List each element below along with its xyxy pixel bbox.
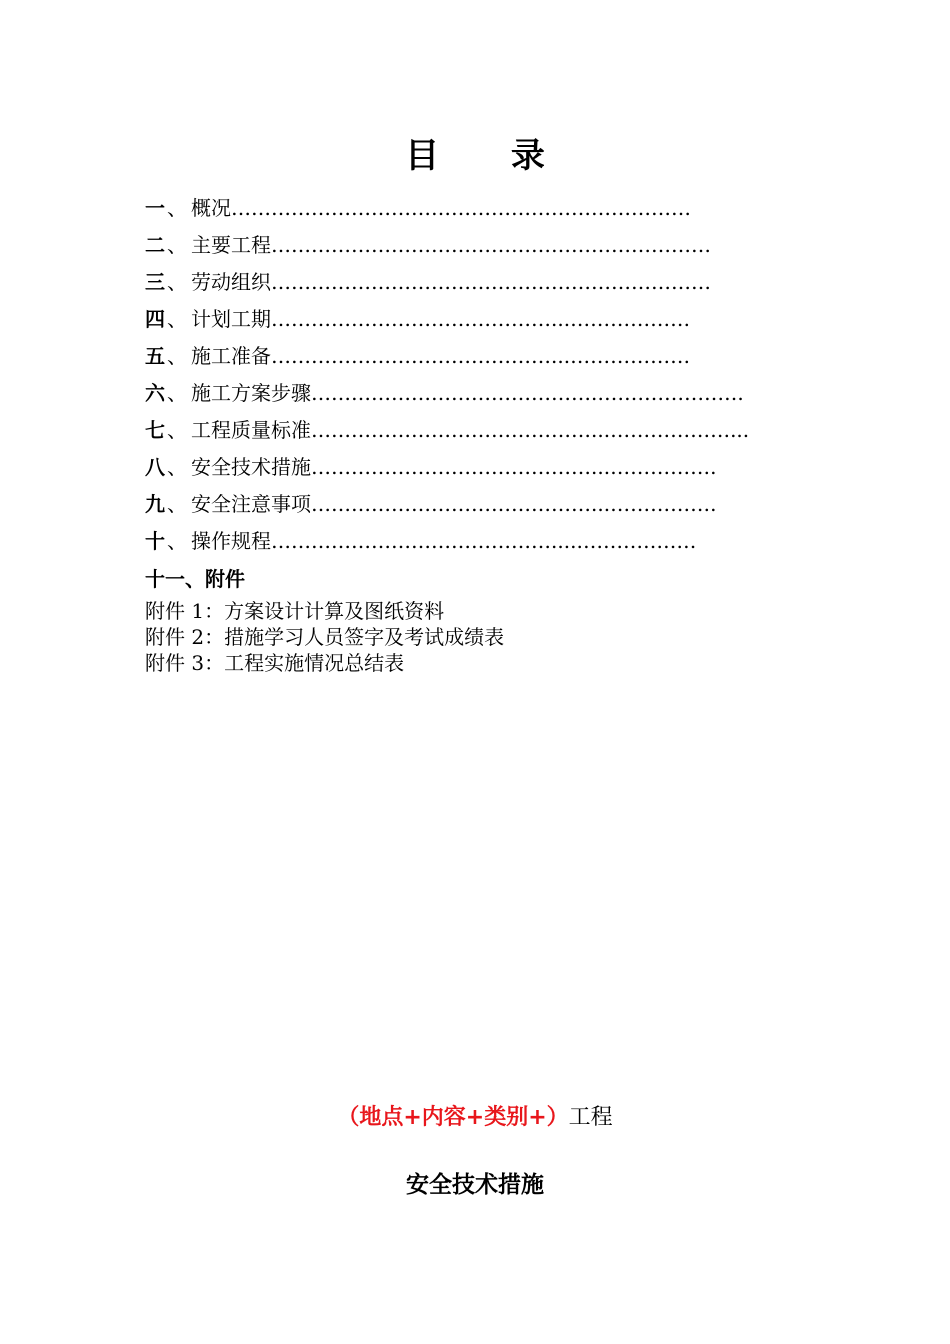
toc-separator: 、: [167, 307, 187, 331]
toc-item: [145, 449, 825, 486]
page-title: 目 录: [405, 136, 575, 176]
toc-number: 七: [145, 418, 165, 442]
toc-separator: 、: [167, 196, 187, 220]
attachment-item: 附件 3：工程实施情况总结表: [145, 651, 405, 675]
toc-number: 五: [145, 344, 165, 368]
project-title: [0, 1100, 950, 1131]
toc-number: 四: [145, 307, 165, 331]
toc-label: 劳动组织: [191, 270, 271, 294]
toc-item: [145, 486, 825, 523]
toc-number: 六: [145, 381, 165, 405]
toc-leader: ……………………………………...…………….: [311, 492, 717, 516]
toc-item: [145, 264, 825, 301]
toc-number: 九: [145, 492, 165, 516]
toc-leader: ……………………………………...………………...: [311, 418, 750, 442]
toc-number: 三: [145, 270, 165, 294]
toc-number: 一: [145, 196, 165, 220]
section-attachments-heading: 十一、附件: [145, 567, 245, 591]
toc-item: [145, 412, 825, 449]
toc-label: 概况: [191, 196, 231, 220]
project-placeholder: （地点+内容+类别+）: [337, 1105, 569, 1130]
toc-item: [145, 301, 825, 338]
toc-item: [145, 375, 825, 412]
table-of-contents: [145, 190, 825, 676]
toc-label: 计划工期: [191, 307, 271, 331]
toc-separator: 、: [167, 381, 187, 405]
toc-number: 八: [145, 455, 165, 479]
toc-label: 工程质量标准: [191, 418, 311, 442]
toc-separator: 、: [167, 418, 187, 442]
toc-leader: …………………………………….………………….: [311, 381, 744, 405]
toc-item: [145, 227, 825, 264]
attachment-item: 附件 1：方案设计计算及图纸资料: [145, 599, 445, 623]
project-suffix: 工程: [568, 1105, 613, 1130]
toc-item: [145, 523, 825, 560]
toc-separator: 、: [167, 529, 187, 553]
toc-leader: …………………………………………………………: [271, 233, 711, 257]
toc-item: [145, 338, 825, 375]
toc-separator: 、: [167, 233, 187, 257]
toc-label: 主要工程: [191, 233, 271, 257]
toc-leader: ……………………………………………………………: [231, 196, 691, 220]
toc-leader: ……………………………………...………………: [271, 344, 691, 368]
toc-separator: 、: [167, 270, 187, 294]
toc-label: 安全技术措施: [191, 455, 311, 479]
toc-leader: ……………………………………...…………….: [311, 455, 717, 479]
toc-separator: 、: [167, 344, 187, 368]
toc-leader: …………………………………………………………: [271, 270, 711, 294]
toc-label: 安全注意事项: [191, 492, 311, 516]
toc-label: 操作规程: [191, 529, 271, 553]
toc-separator: 、: [167, 492, 187, 516]
toc-leader: ……………………………………...………………: [271, 307, 691, 331]
attachment-item: 附件 2：措施学习人员签字及考试成绩表: [145, 625, 505, 649]
toc-label: 施工准备: [191, 344, 271, 368]
toc-number: 二: [145, 233, 165, 257]
toc-leader: ……………………………………....………………: [271, 529, 697, 553]
toc-number: 十: [145, 529, 165, 553]
toc-separator: 、: [167, 455, 187, 479]
toc-label: 施工方案步骤: [191, 381, 311, 405]
document-subtitle: 安全技术措施: [406, 1172, 544, 1198]
toc-item: [145, 190, 825, 227]
attachments-list: [145, 598, 825, 676]
